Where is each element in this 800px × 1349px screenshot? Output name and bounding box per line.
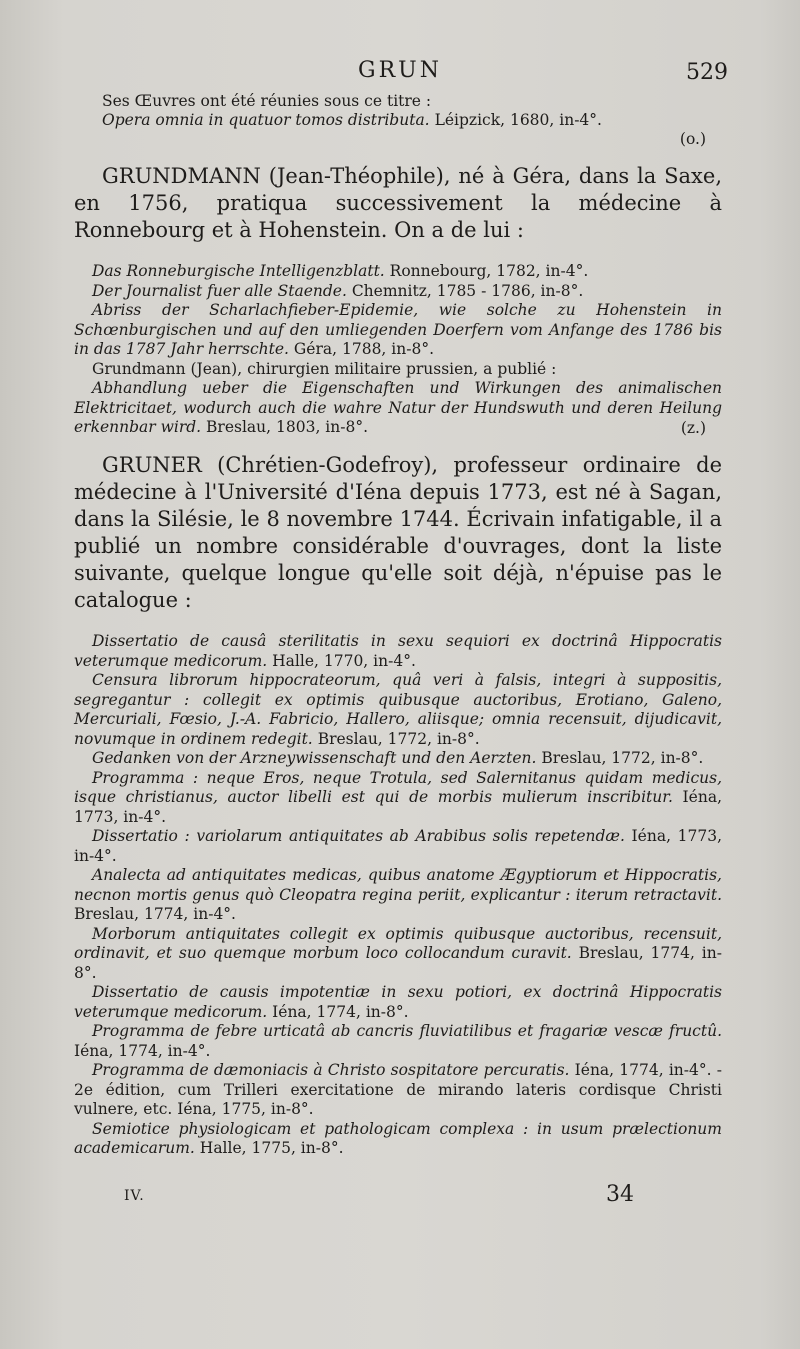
grundmann-sign: (z.) — [680, 418, 706, 437]
grundmann-relative: Grundmann (Jean), chirurgien militaire prussien, a publié : — [92, 359, 557, 378]
prev-entry-work-imprint: Léipzick, 1680, in-4°. — [434, 111, 602, 129]
list-item: Morborum antiquitates collegit ex optimis quibusque auctoribus, recensuit, ordinavit, et suo quemque morbum loco collocandum curavit. Breslau, 1774, in-8°. — [74, 924, 722, 982]
gathering-number: 34 — [606, 1182, 634, 1207]
prev-entry-sign: (o.) — [679, 130, 706, 148]
list-item: Das Ronneburgische Intelligenzblatt. Ronnebourg, 1782, in-4°. — [92, 262, 589, 280]
list-item: Dissertatio : variolarum antiquitates ab Arabibus solis repetendæ. Iéna, 1773, in-4°. — [74, 827, 722, 865]
list-item: Dissertatio de causâ sterilitatis in sexu sequiori ex doctrinâ Hippocratis veterumque medicorum. Halle, 1770, in-4°. — [74, 632, 722, 670]
page-number: 529 — [686, 60, 728, 85]
running-head: GRUN — [358, 58, 442, 83]
page-body — [74, 92, 722, 1159]
gruner-entry-text: GRUNER (Chrétien-Godefroy), professeur ordinaire de médecine à l'Université d'Iéna depuis 1773, est né à Sagan, dans la Silésie, le 8 novembre 1744. Écrivain infatigable, il a publié un nombre considérable d'ouvrages, dont la liste suivante, quelque longue qu'elle soit déjà, n'épuise pas le catalogue : — [74, 453, 722, 612]
prev-entry-work — [74, 111, 722, 130]
list-item: Dissertatio de causis impotentiæ in sexu potiori, ex doctrinâ Hippocratis veterumque medicorum. Iéna, 1774, in-8°. — [74, 983, 722, 1021]
prev-entry-line: Ses Œuvres ont été réunies sous ce titre : — [102, 92, 432, 110]
page-header — [0, 58, 800, 88]
list-item: Censura librorum hippocrateorum, quâ veri à falsis, integri à suppositis, segregantur : collegit ex optimis quibusque auctoribus, Erotiano, Galeno, Mercuriali, Fœsio, J.-A. Fabricio, Hallero, aliisque; omnia recensuit, dijudicavit, novumque in ordinem redegit. Breslau, 1772, in-8°. — [74, 671, 722, 748]
prev-entry-work-title: Opera omnia in quatuor tomos distributa. — [102, 111, 430, 129]
grundmann-works-list — [74, 262, 722, 438]
list-item: Programma de febre urticatâ ab cancris fluviatilibus et fragariæ vescæ fructû. Iéna, 1774, in-4°. — [74, 1022, 722, 1060]
list-item: Abriss der Scharlachfieber-Epidemie, wie solche zu Hohenstein in Schœnburgischen und auf den umliegenden Doerfern vom Anfange des 1786 bis in das 1787 Jahr herrschte. Géra, 1788, in-8°. — [74, 301, 722, 358]
grundmann-entry-text: GRUNDMANN (Jean-Théophile), né à Géra, dans la Saxe, en 1756, pratiqua successivement la médecine à Ronnebourg et à Hohenstein. On a de lui : — [74, 164, 722, 242]
page-footer — [0, 1182, 800, 1212]
list-item: Semiotice physiologicam et pathologicam complexa : in usum prælectionum academicarum. Halle, 1775, in-8°. — [74, 1119, 722, 1157]
list-item: Programma : neque Eros, neque Trotula, sed Salernitanus quidam medicus, isque christianus, auctor libelli est qui de morbis mulierum inscribitur. Iéna, 1773, in-4°. — [74, 768, 722, 826]
list-item: Programma de dæmoniacis à Christo sospitatore percuratis. Iéna, 1774, in-4°. - 2e édition, cum Trilleri exercitatione de mirando lateris cordisque Christi vulnere, etc. Iéna, 1775, in-8°. — [74, 1061, 722, 1118]
list-item: Gedanken von der Arzneywissenschaft und den Aerzten. Breslau, 1772, in-8°. — [92, 749, 704, 767]
list-item: Analecta ad antiquitates medicas, quibus anatome Ægyptiorum et Hippocratis, necnon mortis genus quò Cleopatra regina periit, explicantur : iterum retractavit. Breslau, 1774, in-4°. — [74, 866, 722, 923]
list-item: Abhandlung ueber die Eigenschaften und Wirkungen des animalischen Elektricitaet, wodurch auch die wahre Natur der Hundswuth und deren Heilung erkennbar wird. Breslau, 1803, in-8°. — [74, 379, 722, 436]
list-item: Der Journalist fuer alle Staende. Chemnitz, 1785 - 1786, in-8°. — [92, 281, 584, 300]
signature-mark: IV. — [124, 1188, 145, 1204]
gruner-works-list — [74, 632, 722, 1159]
